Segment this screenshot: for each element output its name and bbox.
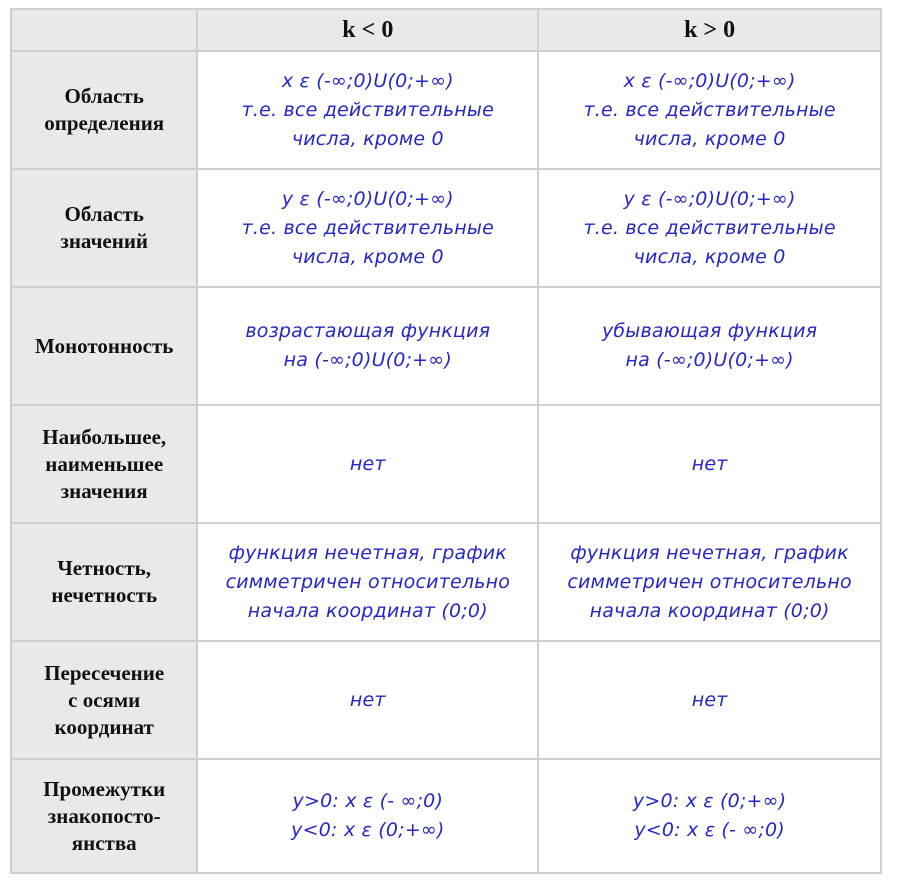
- label-line: Четность,: [57, 556, 152, 580]
- label-line: значения: [60, 478, 148, 503]
- value-line: убывающая функция: [601, 320, 818, 342]
- value-line: функция нечетная, график: [228, 541, 507, 564]
- label-line: знакопосто-: [47, 803, 161, 828]
- value-line: функция нечетная, график: [570, 541, 849, 564]
- row-axis-intersection: [11, 641, 881, 759]
- value-line: y<0: x ε (0;+∞): [291, 819, 445, 841]
- row-label-domain: [11, 51, 197, 169]
- label-line: Наибольшее,: [42, 424, 167, 449]
- value-line: нет: [349, 688, 386, 711]
- value-line: x ε (-∞;0)U(0;+∞): [623, 69, 796, 92]
- row-label-parity: [11, 523, 197, 641]
- properties-table: [10, 8, 882, 874]
- cell-range-k-negative: [197, 169, 538, 287]
- label-line: с осями: [68, 687, 141, 712]
- value-line: нет: [349, 452, 386, 475]
- cell-axis-intersection-k-positive: [538, 641, 881, 759]
- corner-cell: [11, 9, 197, 51]
- label-line: координат: [54, 714, 154, 739]
- row-domain: [11, 51, 881, 169]
- value-line: симметричен относительно: [567, 570, 852, 593]
- cell-domain-k-positive: [538, 51, 881, 169]
- row-parity: [11, 523, 881, 641]
- cell-parity-k-positive: [538, 523, 881, 641]
- cell-parity-k-negative: [197, 523, 538, 641]
- row-range: [11, 169, 881, 287]
- cell-monotonicity-k-negative: [197, 287, 538, 405]
- value-line: y>0: x ε (0;+∞): [632, 790, 787, 812]
- value-line: y ε (-∞;0)U(0;+∞): [623, 187, 796, 210]
- value-line: симметричен относительно: [225, 570, 511, 593]
- value-line: числа, кроме 0: [633, 245, 786, 268]
- row-label-axis-intersection: [11, 641, 197, 759]
- label-line: Область: [64, 202, 144, 226]
- value-line: числа, кроме 0: [291, 127, 444, 150]
- cell-extrema-k-negative: [197, 405, 538, 523]
- row-monotonicity: [11, 287, 881, 405]
- row-label-sign-intervals: [11, 759, 197, 873]
- value-line: т.е. все действительные: [241, 98, 494, 121]
- label-line: нечетность: [51, 583, 158, 607]
- cell-monotonicity-k-positive: [538, 287, 881, 405]
- row-label-extrema: [11, 405, 197, 523]
- value-line: числа, кроме 0: [291, 245, 444, 268]
- cell-axis-intersection-k-negative: [197, 641, 538, 759]
- cell-range-k-positive: [538, 169, 881, 287]
- value-line: т.е. все действительные: [583, 216, 836, 239]
- label-line: Область: [64, 84, 144, 108]
- cell-sign-intervals-k-negative: [197, 759, 538, 873]
- value-line: начала координат (0;0): [247, 599, 488, 622]
- value-line: на (-∞;0)U(0;+∞): [625, 349, 794, 371]
- row-sign-intervals: [11, 759, 881, 873]
- value-line: нет: [691, 452, 728, 475]
- cell-sign-intervals-k-positive: [538, 759, 881, 873]
- label-line: янства: [71, 830, 137, 855]
- label-line: определения: [44, 111, 165, 135]
- label-line: Монотонность: [35, 333, 174, 358]
- value-line: т.е. все действительные: [241, 216, 494, 239]
- value-line: возрастающая функция: [245, 320, 491, 342]
- header-k-positive: k > 0: [538, 9, 881, 51]
- row-extrema: [11, 405, 881, 523]
- value-line: y<0: x ε (- ∞;0): [634, 819, 785, 841]
- label-line: Пересечение: [44, 660, 165, 685]
- label-line: значений: [60, 229, 149, 253]
- row-label-monotonicity: [11, 287, 197, 405]
- value-line: x ε (-∞;0)U(0;+∞): [281, 69, 454, 92]
- value-line: начала координат (0;0): [589, 599, 830, 622]
- value-line: т.е. все действительные: [583, 98, 836, 121]
- value-line: нет: [691, 688, 728, 711]
- header-k-negative: k < 0: [197, 9, 538, 51]
- value-line: y ε (-∞;0)U(0;+∞): [281, 187, 454, 210]
- cell-domain-k-negative: [197, 51, 538, 169]
- value-line: числа, кроме 0: [633, 127, 786, 150]
- label-line: наименьшее: [45, 451, 164, 476]
- label-line: Промежутки: [43, 776, 166, 801]
- value-line: на (-∞;0)U(0;+∞): [283, 349, 452, 371]
- row-label-range: [11, 169, 197, 287]
- cell-extrema-k-positive: [538, 405, 881, 523]
- header-row: [11, 9, 881, 51]
- value-line: y>0: x ε (- ∞;0): [292, 790, 444, 812]
